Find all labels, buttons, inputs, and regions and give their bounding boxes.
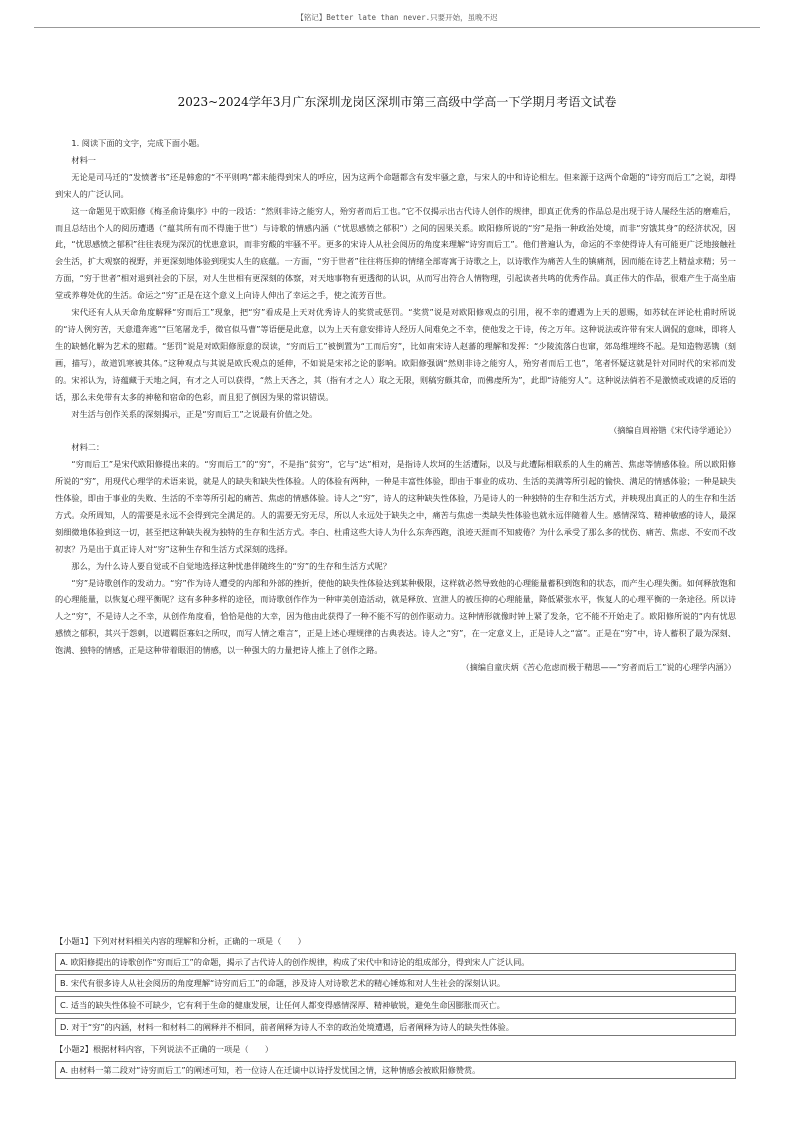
source-citation: （摘编自周裕锴《宋代诗学通论》）: [609, 425, 736, 436]
header-divider: [34, 27, 760, 28]
option-b[interactable]: B. 宋代有很多诗人从社会阅历的角度理解“诗穷而后工”的命题，涉及诗人对诗歌艺术的精心锤炼和对人生社会的深刻认识。: [55, 974, 736, 992]
question-intro: 1. 阅读下面的文字，完成下面小题。: [71, 138, 205, 148]
subquestion-1-stem: 【小题1】下列对材料相关内容的理解和分析，正确的一项是（ ）: [55, 936, 306, 946]
page-title: 2023~2024学年3月广东深圳龙岗区深圳市第三高级中学高一下学期月考语文试卷: [177, 95, 617, 109]
material-heading: 材料二：: [71, 442, 105, 453]
header-motto: 【铭记】Better late than never.只要开始，虽晚不迟: [296, 13, 498, 22]
option-c[interactable]: C. 适当的缺失性体验不可缺少，它有利于生命的健康发展，让任何人都变得感情深厚、精神敏锐，避免生命因膨胀而灭亡。: [55, 996, 736, 1014]
source-citation: （摘编自童庆炳《苦心危虑而极于精思——“穷者而后工”说的心理学内涵》）: [461, 662, 736, 673]
paragraph: 无论是司马迁的“发愤著书”还是韩愈的“不平则鸣”都未能得到宋人的呼应，因为这两个命题都含有发牢骚之意，与宋人的中和诗论相左。但来源于这两个命题的“诗穷而后工”之说，却得到宋人的广泛认同。: [55, 171, 736, 199]
paragraph: 这一命题见于欧阳修《梅圣俞诗集序》中的一段话：“然则非诗之能穷人，殆穷者而后工也。”它不仅揭示出古代诗人创作的规律，即真正优秀的作品总是出现于诗人屡经生活的磨难后，而且总结出个人的阅历遭遇（“蕴其所有而不得施于世”）与诗歌的情感内涵（“忧思感愤之郁积”）之间的因果关系。欧阳修所说的“穷”是指一种政治处境，而非“穷饿其身”的经济状况，因此，“忧思感愤之郁积”往往表现为深沉的忧患意识，而非穷酸的牢骚不平。更多的宋诗人从社会阅历的角度来理解“诗穷而后工”。他们普遍认为，命运的不幸使得诗人有可能更广泛地接触社会生活，扩大观察的视野，并更深刻地体验到现实人生的底蕴。一方面，“穷于世者”往往将压抑的情绪全部寄寓于诗歌之上，以诗歌作为痛苦人生的镇痛剂，因而能在诗艺上精益求精；另一方面，“穷于世者”相对退到社会的下层，对人生世相有更深刻的体察，对天地事物有更透彻的认识，从而写出符合人情物理，引起读者共鸣的优秀作品。真正伟大的作品，很难产生于高坐庙堂或养尊处优的生活。命运之“穷”正是在这个意义上向诗人伸出了幸运之手，使之流芳百世。: [55, 205, 736, 301]
paragraph: 那么，为什么诗人要自觉或不自觉地选择这种忧患伴随终生的“穷”的生存和生活方式呢？: [71, 560, 392, 571]
reading-passage: [55, 135, 736, 676]
option-a[interactable]: A. 欧阳修提出的诗歌创作“穷而后工”的命题，揭示了古代诗人的创作规律，构成了宋代中和诗论的组成部分，得到宋人广泛认同。: [55, 953, 736, 971]
paragraph: “穷”是诗歌创作的发动力。“穷”作为诗人遭受的内部和外部的挫折，使他的缺失性体验达到某种极限，这样就必然导致他的心理能量蓄积到饱和的状态，而产生心理失衡。如何释放饱和的心理能量，以恢复心理平衡呢？这有多种多样的途径，而诗歌创作作为一种审美创造活动，就是释放、宣泄人的被压抑的心理能量，降低紧张水平，恢复人的心理平衡的一条途径。所以诗人之“穷”，不是诗人之不幸，从创作角度看，恰恰是他的大幸，因为他由此获得了一种不能不写的创作驱动力。这种情形就像时钟上紧了发条，它不能不开始走了。欧阳修所说的“内有忧思感愤之郁积，其兴于怨刺，以道羁臣寡妇之所叹，而写人情之难言”，正是上述心理规律的古典表达。诗人之“穷”，在一定意义上，正是诗人之“富”。正是在“穷”中，诗人蓄积了最为深刻、饱满、独特的情感，正是这种带着眼泪的情感，以一种强大的力量把诗人推上了创作之路。: [55, 577, 736, 656]
material-heading: 材料一: [71, 154, 96, 165]
paragraph: “穷而后工”是宋代欧阳修提出来的。“穷而后工”的“穷”，不是指“贫穷”，它与“达”相对，是指诗人坎坷的生活遭际，以及与此遭际相联系的人生的痛苦、焦虑等情感体验。所以欧阳修所说的“穷”，用现代心理学的术语来说，就是人的缺失和缺失性体验。人的体验有两种，一种是丰富性体验，即由于事业的成功、生活的美满等所引起的愉快、满足的情感体验；一种是缺失性体验，即由于事业的失败、生活的不幸等所引起的痛苦、焦虑的情感体验。诗人之“穷”，诗人的这种缺失性体验，乃是诗人的一种独特的生存和生活方式，并映现出真正的人的生存和生活方式。众所周知，人的需要是永远不会得到完全满足的。人的需要无穷无尽，所以人永远处于缺失之中，痛苦与焦虑一类缺失性体验也就永远伴随着人生。感情深笃、精神敏感的诗人，最深刻细微地体验到这一切，甚至把这种缺失视为独特的生存和生活方式。李白、杜甫这些大诗人为什么东奔西跑，浪迹天涯而不知疲倦？为什么承受了那么多的忧伤、痛苦、焦虑、不安而不改初衷？乃是出于真正诗人对“穷”这种生存和生活方式深刻的选择。: [55, 459, 736, 554]
subquestion-2-stem: 【小题2】根据材料内容，下列说法不正确的一项是（ ）: [55, 1044, 274, 1054]
paragraph: 对生活与创作关系的深刻揭示，正是“穷而后工”之说最有价值之处。: [71, 408, 318, 419]
paragraph: 宋代还有人从天命角度解释“穷而后工”现象，把“穷”看成是上天对优秀诗人的奖赏或惩罚。“奖赏”说是对欧阳修观点的引用，视不幸的遭遇为上天的恩赐，如苏轼在评论杜甫时所说的“诗人例穷苦，天意遣奔逃”“巨笔屠龙手，微官似马曹”等语便是此意，以为上天有意安排诗人经历人间难免之不幸，使他发之于诗，传之万年。这种说法或许带有宋人调侃的意味，即将人生的缺憾化解为艺术的慰藉。“惩罚”说是对欧阳修原意的误读，“穷而后工”被倒置为“工而后穷”，比如南宋诗人赵蕃的理解和发挥：“少陵流落白也窜，郊岛维埋终不起。是知造物恶镌（刻画，描写），故道饥寒被其体。”这种观点与其说是欧氏观点的延伸，不如说是宋祁之论的影响。欧阳修强调“然则非诗之能穷人，殆穷者而后工也”，笔者怀疑这就是针对同时代的宋祁而发的。宋祁认为，诗蕴藏于天地之间，有才之人可以获得，“然上天吝之，其（指有才之人）取之无限，则稿穷颇其命，而佛虔所为”，此即“诗能穷人”。这种说法倘若不是激愤或戏谑的反语的话，那么未免带有太多的神秘和宿命的色彩，而且犯了倒因为果的常识错误。: [55, 307, 736, 402]
option-d[interactable]: D. 对于“穷”的内涵，材料一和材料二的阐释并不相同，前者阐释为诗人不幸的政治处境遭遇，后者阐释为诗人的缺失性体验。: [55, 1018, 736, 1036]
option-a[interactable]: A. 由材料一第二段对“诗穷而后工”的阐述可知，若一位诗人在迁谪中以诗抒发忧国之情，这种情感会被欧阳修赞赏。: [55, 1061, 736, 1079]
